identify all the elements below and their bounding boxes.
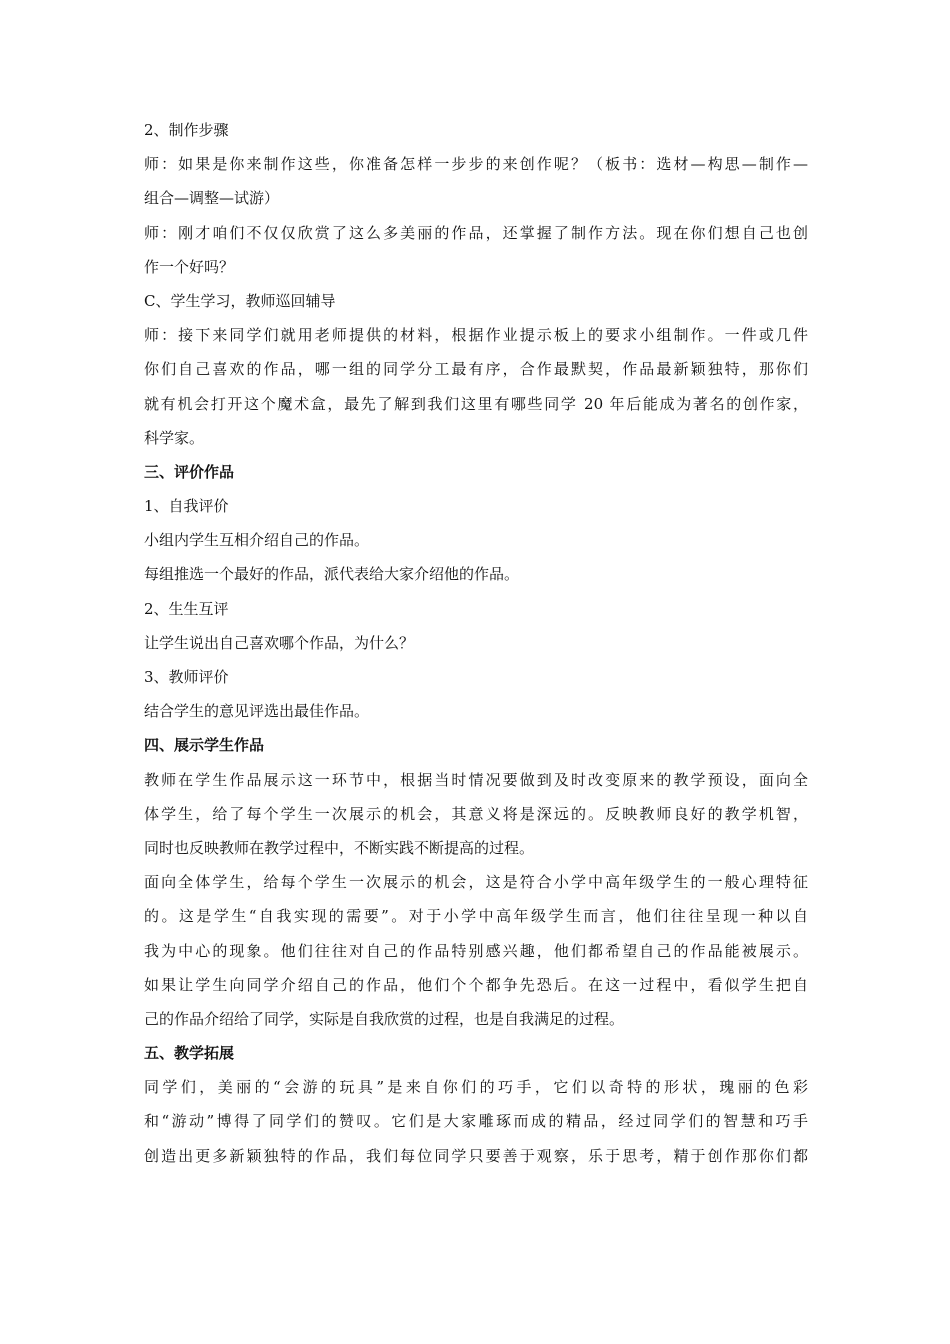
text-line: 创造出更多新颖独特的作品，我们每位同学只要善于观察，乐于思考，精于创作那你们都 [144, 1146, 808, 1165]
text-line: 小组内学生互相介绍自己的作品。 [144, 531, 370, 550]
text-line: 组合—调整—试游） [144, 189, 280, 208]
text-line: 教师在学生作品展示这一环节中，根据当时情况要做到及时改变原来的教学预设，面向全 [144, 770, 808, 789]
text-line: 2、制作步骤 [144, 121, 229, 139]
section-heading: 四、展示学生作品 [144, 736, 265, 755]
text-line: 体学生，给了每个学生一次展示的机会，其意义将是深远的。反映教师良好的教学机智， [144, 804, 808, 823]
text-line: 己的作品介绍给了同学，实际是自我欣赏的过程，也是自我满足的过程。 [144, 1009, 625, 1028]
text-line: 结合学生的意见评选出最佳作品。 [144, 702, 370, 721]
text-line: 让学生说出自己喜欢哪个作品，为什么？ [144, 633, 415, 652]
text-line: 2、生生互评 [144, 599, 229, 618]
section-heading: 五、教学拓展 [144, 1044, 235, 1063]
text-line: 师：如果是你来制作这些，你准备怎样一步步的来创作呢？（板书：选材—构思—制作— [144, 155, 808, 174]
text-line: 如果让学生向同学介绍自己的作品，他们个个都争先恐后。在这一过程中，看似学生把自 [144, 975, 808, 994]
text-line: 就有机会打开这个魔术盒，最先了解到我们这里有哪些同学 20 年后能成为著名的创作家， [144, 394, 808, 413]
text-line: C、学生学习，教师巡回辅导 [144, 291, 336, 310]
text-line: 师：刚才咱们不仅仅欣赏了这么多美丽的作品，还掌握了制作方法。现在你们想自己也创 [144, 223, 808, 242]
text-line: 面向全体学生，给每个学生一次展示的机会，这是符合小学中高年级学生的一般心理特征 [144, 873, 808, 892]
text-line: 每组推选一个最好的作品，派代表给大家介绍他的作品。 [144, 565, 520, 584]
document-page [144, 113, 808, 1173]
text-line: 3、教师评价 [144, 668, 229, 686]
text-line: 同学们，美丽的“会游的玩具”是来自你们的巧手，它们以奇特的形状，瑰丽的色彩 [144, 1078, 808, 1097]
text-line: 你们自己喜欢的作品，哪一组的同学分工最有序，合作最默契，作品最新颖独特，那你们 [144, 360, 808, 379]
text-line: 作一个好吗？ [144, 257, 235, 276]
section-heading: 三、评价作品 [144, 462, 235, 481]
text-line: 的。这是学生“自我实现的需要”。对于小学中高年级学生而言，他们往往呈现一种以自 [144, 907, 808, 926]
text-line: 同时也反映教师在教学过程中，不断实践不断提高的过程。 [144, 838, 535, 857]
text-line: 师：接下来同学们就用老师提供的材料，根据作业提示板上的要求小组制作。一件或几件 [144, 326, 808, 345]
text-line: 我为中心的现象。他们往往对自己的作品特别感兴趣，他们都希望自己的作品能被展示。 [144, 941, 808, 960]
text-line: 1、自我评价 [144, 497, 229, 516]
text-line: 和“游动”博得了同学们的赞叹。它们是大家雕琢而成的精品，经过同学们的智慧和巧手 [144, 1112, 808, 1131]
text-line: 科学家。 [144, 428, 205, 447]
